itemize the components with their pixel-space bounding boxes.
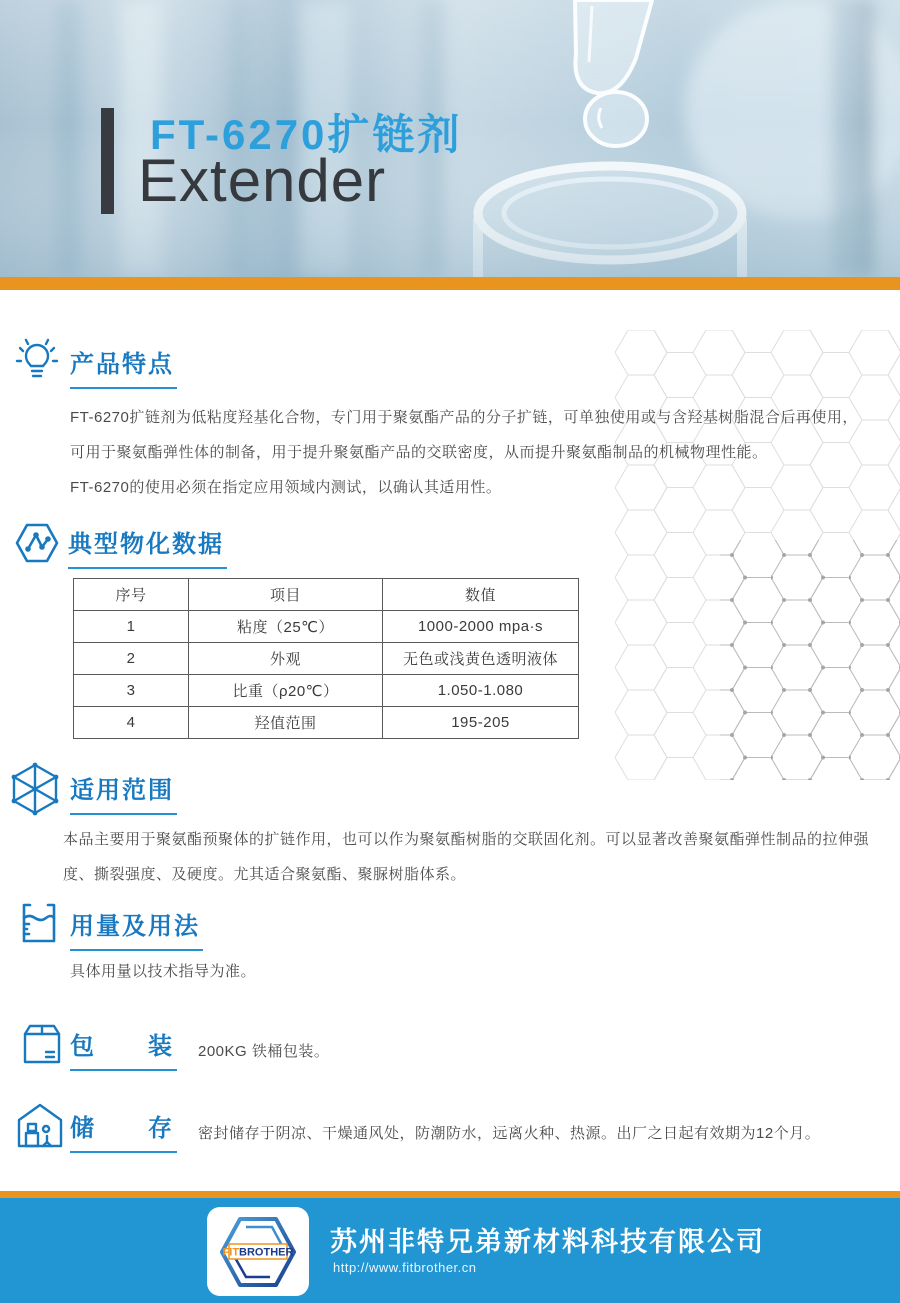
table-row xyxy=(74,707,579,739)
table-cell: 2 xyxy=(74,643,189,675)
hero-banner xyxy=(0,0,900,277)
company-name: 苏州非特兄弟新材料科技有限公司 xyxy=(330,1227,765,1257)
fitbrother-hexagon-logo-icon xyxy=(216,1213,300,1291)
hexagon-pattern-decoration xyxy=(615,330,900,780)
table-cell: 1000-2000 mpa·s xyxy=(383,611,579,643)
section-heading-packaging: 包 装 xyxy=(70,1026,177,1071)
table-cell: 羟值范围 xyxy=(189,707,383,739)
table-header-row xyxy=(74,579,579,611)
scope-paragraph: 本品主要用于聚氨酯预聚体的扩链作用，也可以作为聚氨酯树脂的交联固化剂。可以显著改善聚氨酯弹性制品的拉伸强度、撕裂强度、及硬度。尤其适合聚氨酯、聚脲树脂体系。 xyxy=(63,831,870,883)
section-heading-features: 产品特点 xyxy=(70,344,177,389)
logo-wordmark: FITBROTHER xyxy=(222,1246,294,1258)
features-paragraph-2: FT-6270的使用必须在指定应用领域内测试，以确认其适用性。 xyxy=(70,479,502,496)
table-cell: 3 xyxy=(74,675,189,707)
table-row xyxy=(74,643,579,675)
footer xyxy=(0,1198,900,1303)
product-title-en: Extender xyxy=(138,147,387,214)
table-cell: 195-205 xyxy=(383,707,579,739)
lightbulb-icon xyxy=(12,336,62,386)
warehouse-icon xyxy=(16,1102,64,1150)
table-row xyxy=(74,675,579,707)
section-heading-physical-data: 典型物化数据 xyxy=(68,524,227,569)
table-header-cell: 序号 xyxy=(74,579,189,611)
footer-orange-divider xyxy=(0,1191,900,1198)
company-website-link[interactable]: http://www.fitbrother.cn xyxy=(333,1260,477,1275)
table-cell: 无色或浅黄色透明液体 xyxy=(383,643,579,675)
table-cell: 粘度（25℃） xyxy=(189,611,383,643)
storage-text: 密封储存于阴凉、干燥通风处，防潮防水，远离火种、热源。出厂之日起有效期为12个月。 xyxy=(198,1125,821,1142)
table-row xyxy=(74,611,579,643)
packaging-text: 200KG 铁桶包装。 xyxy=(198,1043,330,1060)
section-heading-scope: 适用范围 xyxy=(70,770,177,815)
table-cell: 1.050-1.080 xyxy=(383,675,579,707)
table-cell: 1 xyxy=(74,611,189,643)
beaker-icon xyxy=(16,900,62,946)
hexagon-molecule-icon xyxy=(14,520,60,566)
product-title-cn: FT-6270扩链剂 xyxy=(150,111,463,158)
physical-data-table xyxy=(73,578,579,739)
section-heading-usage: 用量及用法 xyxy=(70,906,203,951)
table-cell: 外观 xyxy=(189,643,383,675)
table-header-cell: 数值 xyxy=(383,579,579,611)
section-heading-storage: 储 存 xyxy=(70,1108,177,1153)
usage-paragraph: 具体用量以技术指导为准。 xyxy=(70,963,257,980)
table-header-cell: 项目 xyxy=(189,579,383,611)
title-accent-bar xyxy=(101,108,114,214)
table-cell: 4 xyxy=(74,707,189,739)
orange-divider xyxy=(0,277,900,290)
table-cell: 比重（ρ20℃） xyxy=(189,675,383,707)
company-logo xyxy=(207,1207,309,1296)
wireframe-hexagon-icon xyxy=(8,762,62,816)
package-box-icon xyxy=(20,1022,64,1066)
features-paragraph-1: FT-6270扩链剂为低粘度羟基化合物，专门用于聚氨酯产品的分子扩链，可单独使用或与含羟基树脂混合后再使用，可用于聚氨酯弹性体的制备，用于提升聚氨酯产品的交联密度，从而提升聚氨酯制品的机械物理性能。 xyxy=(70,409,858,461)
